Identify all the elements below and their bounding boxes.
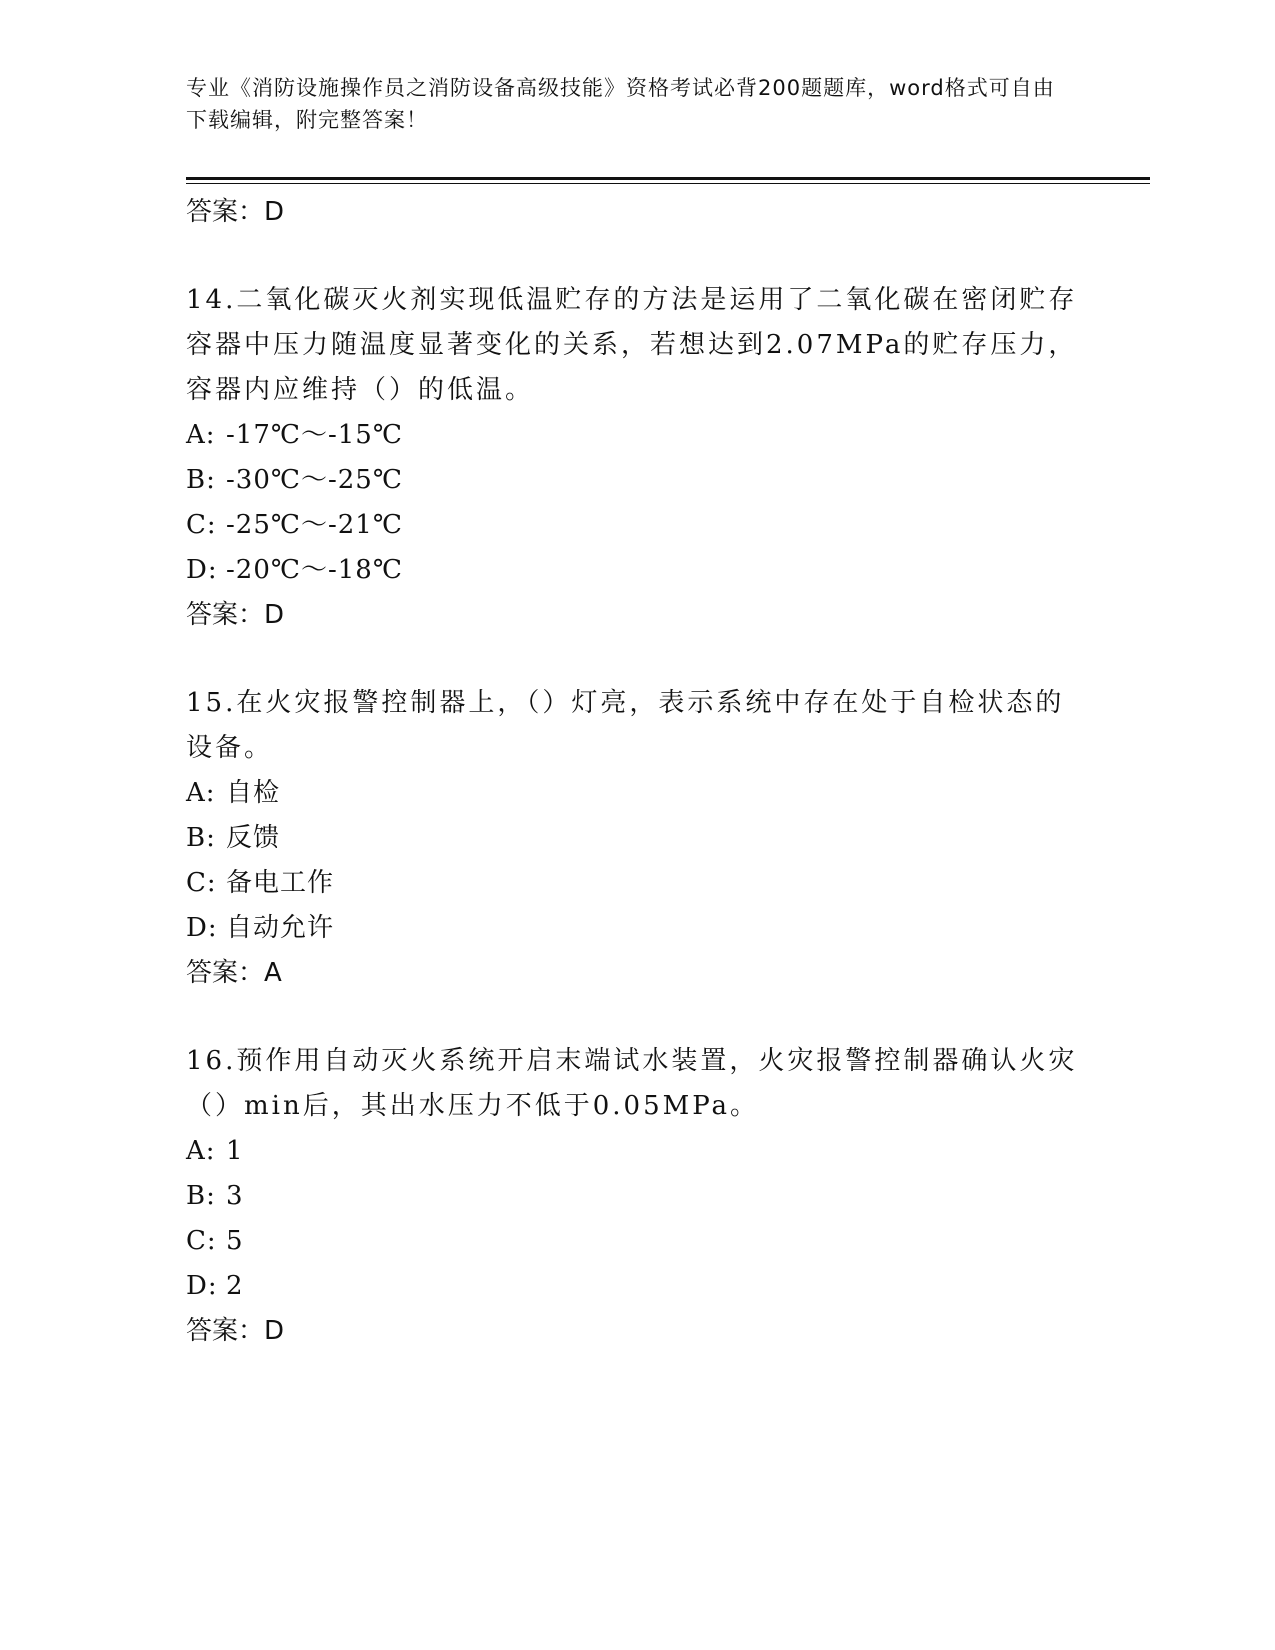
option-text: 自检 <box>226 778 281 808</box>
option-d <box>186 1264 1086 1309</box>
question-block <box>186 681 1086 995</box>
answer-line: 答案：A <box>186 958 282 988</box>
answer-line: 答案：D <box>186 600 285 630</box>
option-d <box>186 906 1086 951</box>
option-key: A: <box>186 420 216 450</box>
option-key: C: <box>186 868 217 898</box>
option-a <box>186 771 1086 816</box>
option-key: D: <box>186 1271 218 1301</box>
option-text: 3 <box>226 1181 244 1211</box>
option-b <box>186 1174 1086 1219</box>
option-text: 反馈 <box>226 823 281 853</box>
option-a <box>186 1129 1086 1174</box>
option-key: B: <box>186 1181 216 1211</box>
option-key: B: <box>186 465 216 495</box>
option-a <box>186 413 1086 458</box>
option-d <box>186 548 1086 593</box>
option-text: -17℃～-15℃ <box>226 420 403 450</box>
option-text: -20℃～-18℃ <box>226 555 403 585</box>
option-c <box>186 861 1086 906</box>
option-text: 1 <box>226 1136 244 1166</box>
question-block <box>186 278 1086 637</box>
option-key: A: <box>186 1136 216 1166</box>
option-key: B: <box>186 823 216 853</box>
answer-line: 答案：D <box>186 197 285 227</box>
option-key: A: <box>186 778 216 808</box>
option-key: C: <box>186 510 217 540</box>
question-block <box>186 1039 1086 1353</box>
option-text: 2 <box>226 1271 244 1301</box>
option-text: -30℃～-25℃ <box>226 465 403 495</box>
option-text: -25℃～-21℃ <box>226 510 403 540</box>
option-text: 备电工作 <box>226 868 335 898</box>
option-c <box>186 503 1086 548</box>
question-stem: 16.预作用自动灭火系统开启末端试水装置，火灾报警控制器确认火灾（）min后，其出水压力不低于0.05MPa。 <box>186 1046 1078 1121</box>
answer-line: 答案：D <box>186 1316 285 1346</box>
option-text: 自动允许 <box>226 913 335 943</box>
option-c <box>186 1219 1086 1264</box>
option-key: D: <box>186 913 218 943</box>
question-stem: 15.在火灾报警控制器上，（）灯亮，表示系统中存在处于自检状态的设备。 <box>186 688 1065 763</box>
header-divider-thin <box>186 183 1150 184</box>
document-content <box>186 190 1086 1353</box>
option-key: C: <box>186 1226 217 1256</box>
option-key: D: <box>186 555 218 585</box>
question-stem: 14.二氧化碳灭火剂实现低温贮存的方法是运用了二氧化碳在密闭贮存容器中压力随温度显著变化的关系，若想达到2.07MPa的贮存压力，容器内应维持（）的低温。 <box>186 285 1078 405</box>
document-header: 专业《消防设施操作员之消防设备高级技能》资格考试必背200题题库，word格式可自由下载编辑，附完整答案！ <box>186 76 1055 132</box>
option-text: 5 <box>226 1226 244 1256</box>
option-b <box>186 458 1086 503</box>
option-b <box>186 816 1086 861</box>
header-divider <box>186 177 1150 180</box>
